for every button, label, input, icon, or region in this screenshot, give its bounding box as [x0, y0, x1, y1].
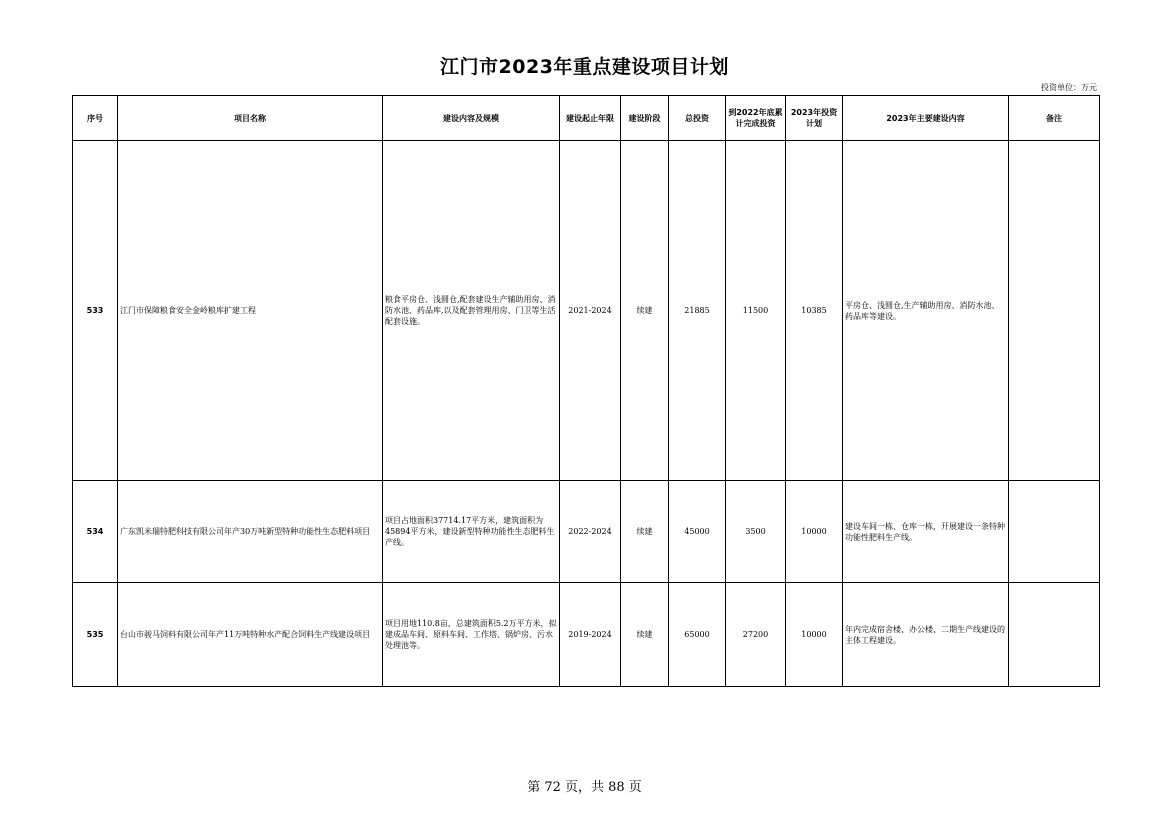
cell-2023-main-content: 年内完成宿舍楼、办公楼、二期生产线建设的主体工程建设。: [843, 583, 1009, 687]
cell-stage: 续建: [621, 583, 669, 687]
cell-2023-plan: 10385: [786, 141, 843, 481]
header-2023-plan: [786, 96, 843, 141]
cell-cumulative-investment: 11500: [726, 141, 786, 481]
table-row: [73, 141, 1100, 481]
cell-total-investment: 45000: [669, 481, 726, 583]
cell-stage: 续建: [621, 481, 669, 583]
document-title: 江门市2023年重点建设项目计划: [440, 56, 729, 78]
cell-seq: 535: [73, 583, 118, 687]
table-header-row: [73, 96, 1100, 141]
header-seq: 序号: [73, 96, 118, 141]
header-cumulative-line2: 计完成投资: [735, 119, 776, 128]
header-plan-line2: 计划: [806, 119, 822, 128]
table-row: [73, 583, 1100, 687]
header-stage: 建设阶段: [621, 96, 669, 141]
header-plan-line1: 2023年投资: [790, 108, 838, 117]
header-remark: 备注: [1009, 96, 1100, 141]
cell-2023-plan: 10000: [786, 481, 843, 583]
cell-remark: [1009, 583, 1100, 687]
cell-project-name: 江门市保障粮食安全金岭粮库扩建工程: [118, 141, 383, 481]
cell-stage: 续建: [621, 141, 669, 481]
cell-2023-main-content: 平房仓、浅圆仓,生产辅助用房、消防水池、药品库等建设。: [843, 141, 1009, 481]
header-cumulative-line1: 到2022年底累: [728, 108, 783, 117]
cell-2023-plan: 10000: [786, 583, 843, 687]
cell-total-investment: 21885: [669, 141, 726, 481]
cell-seq: 533: [73, 141, 118, 481]
cell-seq: 534: [73, 481, 118, 583]
project-plan-table: [72, 95, 1100, 687]
header-2023-main-content: 2023年主要建设内容: [843, 96, 1009, 141]
header-content-scale: 建设内容及规模: [383, 96, 560, 141]
cell-period: 2019-2024: [560, 583, 621, 687]
header-total-investment: 总投资: [669, 96, 726, 141]
cell-remark: [1009, 481, 1100, 583]
cell-remark: [1009, 141, 1100, 481]
cell-content-scale: 项目占地面积37714.17平方米，建筑面积为45894平方米，建设新型特种功能性生态肥料生产线。: [383, 481, 560, 583]
cell-content-scale: 粮食平房仓、浅圆仓,配套建设生产辅助用房、消防水池、药品库,以及配套管理用房、门卫等生活配套设施。: [383, 141, 560, 481]
cell-total-investment: 65000: [669, 583, 726, 687]
header-project-name: 项目名称: [118, 96, 383, 141]
header-cumulative-investment: [726, 96, 786, 141]
header-period: 建设起止年限: [560, 96, 621, 141]
table-row: [73, 481, 1100, 583]
cell-content-scale: 项目用地110.8亩，总建筑面积5.2万平方米，拟建成品车间、原料车间、工作塔、锅炉房、污水处理池等。: [383, 583, 560, 687]
cell-cumulative-investment: 3500: [726, 481, 786, 583]
cell-project-name: 广东凯米瑞特肥科技有限公司年产30万吨新型特种功能性生态肥料项目: [118, 481, 383, 583]
cell-cumulative-investment: 27200: [726, 583, 786, 687]
page-number: 第 72 页，共 88 页: [527, 780, 642, 795]
cell-period: 2022-2024: [560, 481, 621, 583]
cell-project-name: 台山市骏马饲料有限公司年产11万吨特种水产配合饲料生产线建设项目: [118, 583, 383, 687]
investment-unit-note: 投资单位：万元: [1041, 83, 1097, 92]
cell-2023-main-content: 建设车间一栋、仓库一栋，开展建设一条特种功能性肥料生产线。: [843, 481, 1009, 583]
cell-period: 2021-2024: [560, 141, 621, 481]
